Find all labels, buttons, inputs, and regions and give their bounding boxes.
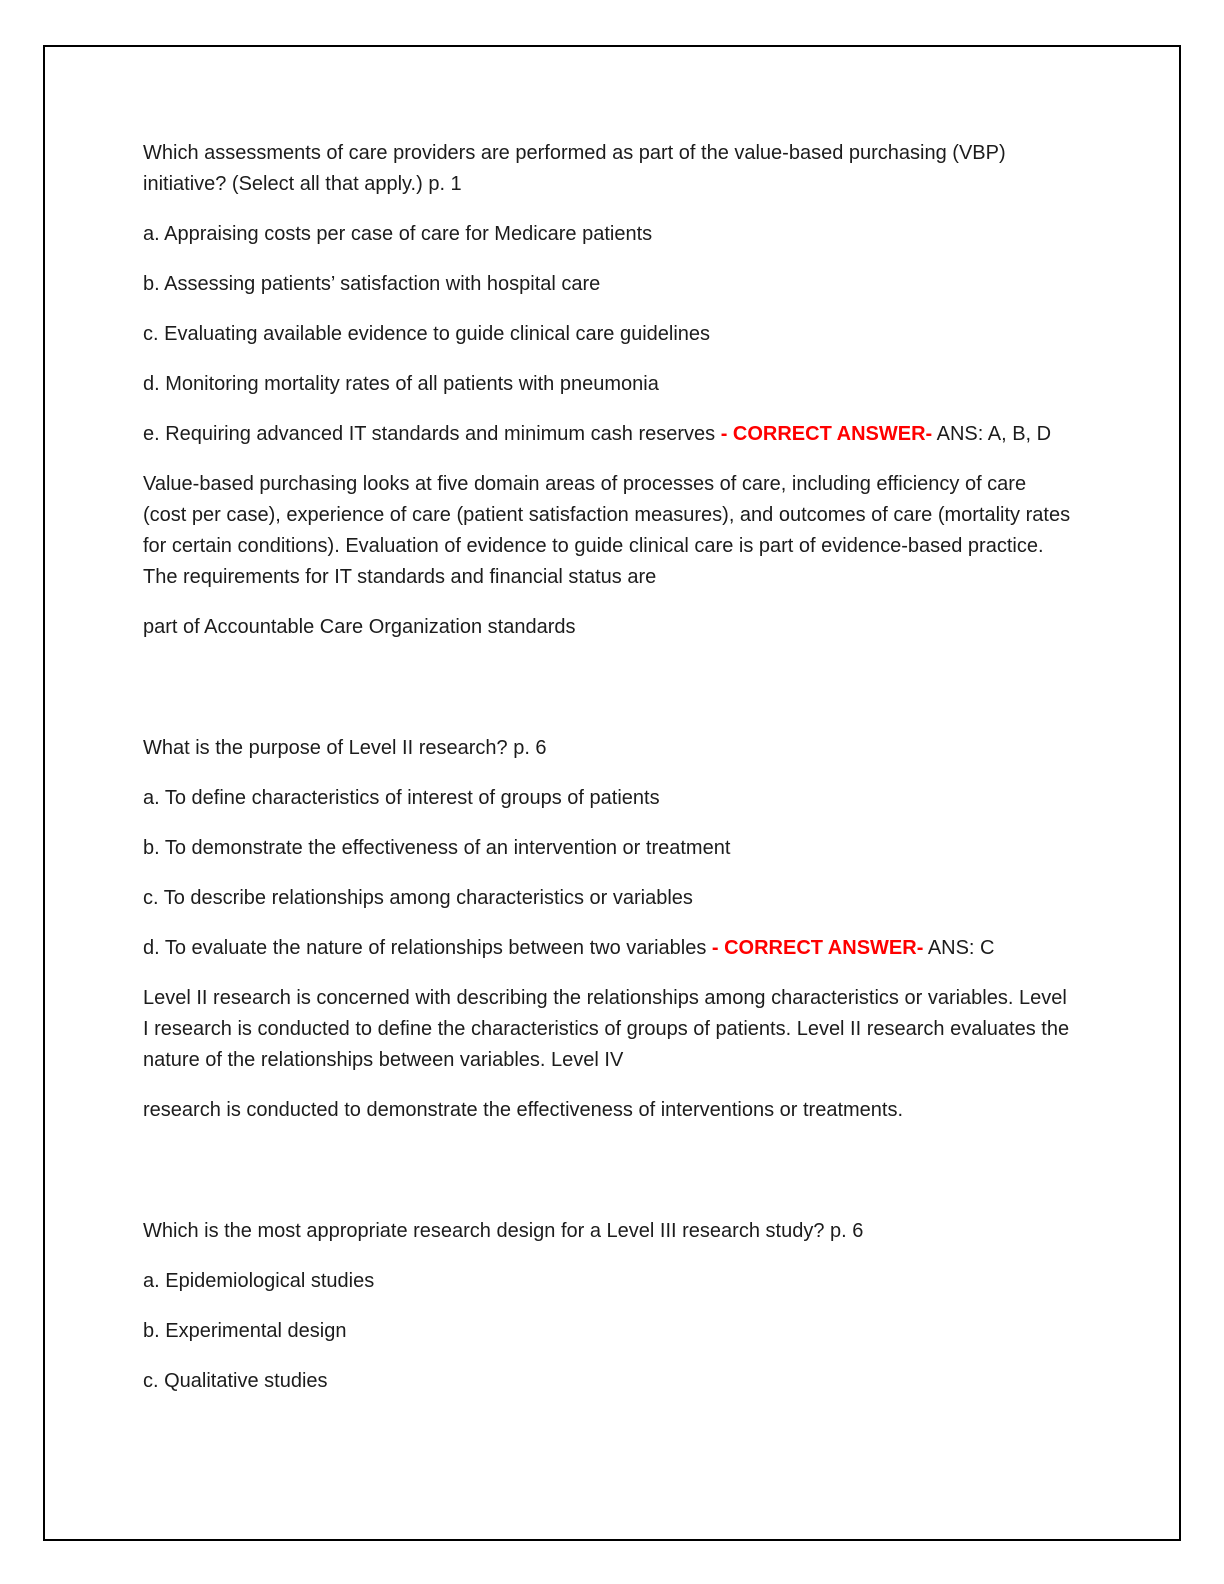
text-run: research is conducted to demonstrate the effectiveness of interventions or treatments. bbox=[143, 1099, 904, 1121]
text-run: ANS: A, B, D bbox=[932, 423, 1052, 445]
answer-option bbox=[143, 219, 1073, 250]
answer-option bbox=[143, 319, 1073, 350]
text-run: part of Accountable Care Organization standards bbox=[143, 616, 576, 638]
explanation-text bbox=[143, 1095, 1073, 1126]
answer-option bbox=[143, 269, 1073, 300]
question-text bbox=[143, 138, 1073, 200]
question-text bbox=[143, 733, 1073, 764]
answer-option bbox=[143, 883, 1073, 914]
explanation-text bbox=[143, 612, 1073, 643]
text-run: c. To describe relationships among characteristics or variables bbox=[143, 887, 693, 909]
text-run: b. To demonstrate the effectiveness of an intervention or treatment bbox=[143, 837, 731, 859]
text-run: d. Monitoring mortality rates of all patients with pneumonia bbox=[143, 373, 659, 395]
answer-option bbox=[143, 369, 1073, 400]
text-run: c. Qualitative studies bbox=[143, 1370, 328, 1392]
correct-answer-marker: - CORRECT ANSWER- bbox=[720, 423, 933, 445]
answer-option bbox=[143, 833, 1073, 864]
text-run: Which is the most appropriate research design for a Level III research study? p. 6 bbox=[143, 1220, 864, 1242]
text-run: a. Appraising costs per case of care for Medicare patients bbox=[143, 223, 653, 245]
text-run: e. Requiring advanced IT standards and minimum cash reserves bbox=[143, 423, 721, 445]
text-run: d. To evaluate the nature of relationships between two variables bbox=[143, 937, 712, 959]
question-text bbox=[143, 1216, 1073, 1247]
text-run: Level II research is concerned with describing the relationships among characteristics or variables. Level I research is conducted to define the characteristics of groups of patients. Level II research evaluates the nature of the relationships between variables. Level IV bbox=[143, 987, 1070, 1071]
text-run: ANS: C bbox=[923, 937, 995, 959]
answer-option bbox=[143, 419, 1073, 450]
text-run: b. Experimental design bbox=[143, 1320, 347, 1342]
text-run: a. Epidemiological studies bbox=[143, 1270, 375, 1292]
text-run: Which assessments of care providers are performed as part of the value-based purchasing (VBP) initiative? (Select all that apply.) p. 1 bbox=[143, 142, 1006, 195]
correct-answer-marker: - CORRECT ANSWER- bbox=[711, 937, 924, 959]
paragraph-gap bbox=[143, 662, 1073, 733]
explanation-text bbox=[143, 983, 1073, 1076]
text-run: c. Evaluating available evidence to guide clinical care guidelines bbox=[143, 323, 711, 345]
answer-option bbox=[143, 1366, 1073, 1397]
answer-option bbox=[143, 933, 1073, 964]
text-run: Value-based purchasing looks at five domain areas of processes of care, including efficiency of care (cost per case), experience of care (patient satisfaction measures), and outcomes of care (mortality rates for certain conditions). Evaluation of evidence to guide clinical care is part of evidence-based practice. The requirements for IT standards and financial status are bbox=[143, 473, 1071, 588]
text-run: What is the purpose of Level II research? p. 6 bbox=[143, 737, 547, 759]
explanation-text bbox=[143, 469, 1073, 593]
paragraph-gap bbox=[143, 1145, 1073, 1216]
text-run: b. Assessing patients’ satisfaction with hospital care bbox=[143, 273, 601, 295]
answer-option bbox=[143, 783, 1073, 814]
answer-option bbox=[143, 1316, 1073, 1347]
document-content bbox=[143, 138, 1073, 1416]
answer-option bbox=[143, 1266, 1073, 1297]
text-run: a. To define characteristics of interest of groups of patients bbox=[143, 787, 660, 809]
